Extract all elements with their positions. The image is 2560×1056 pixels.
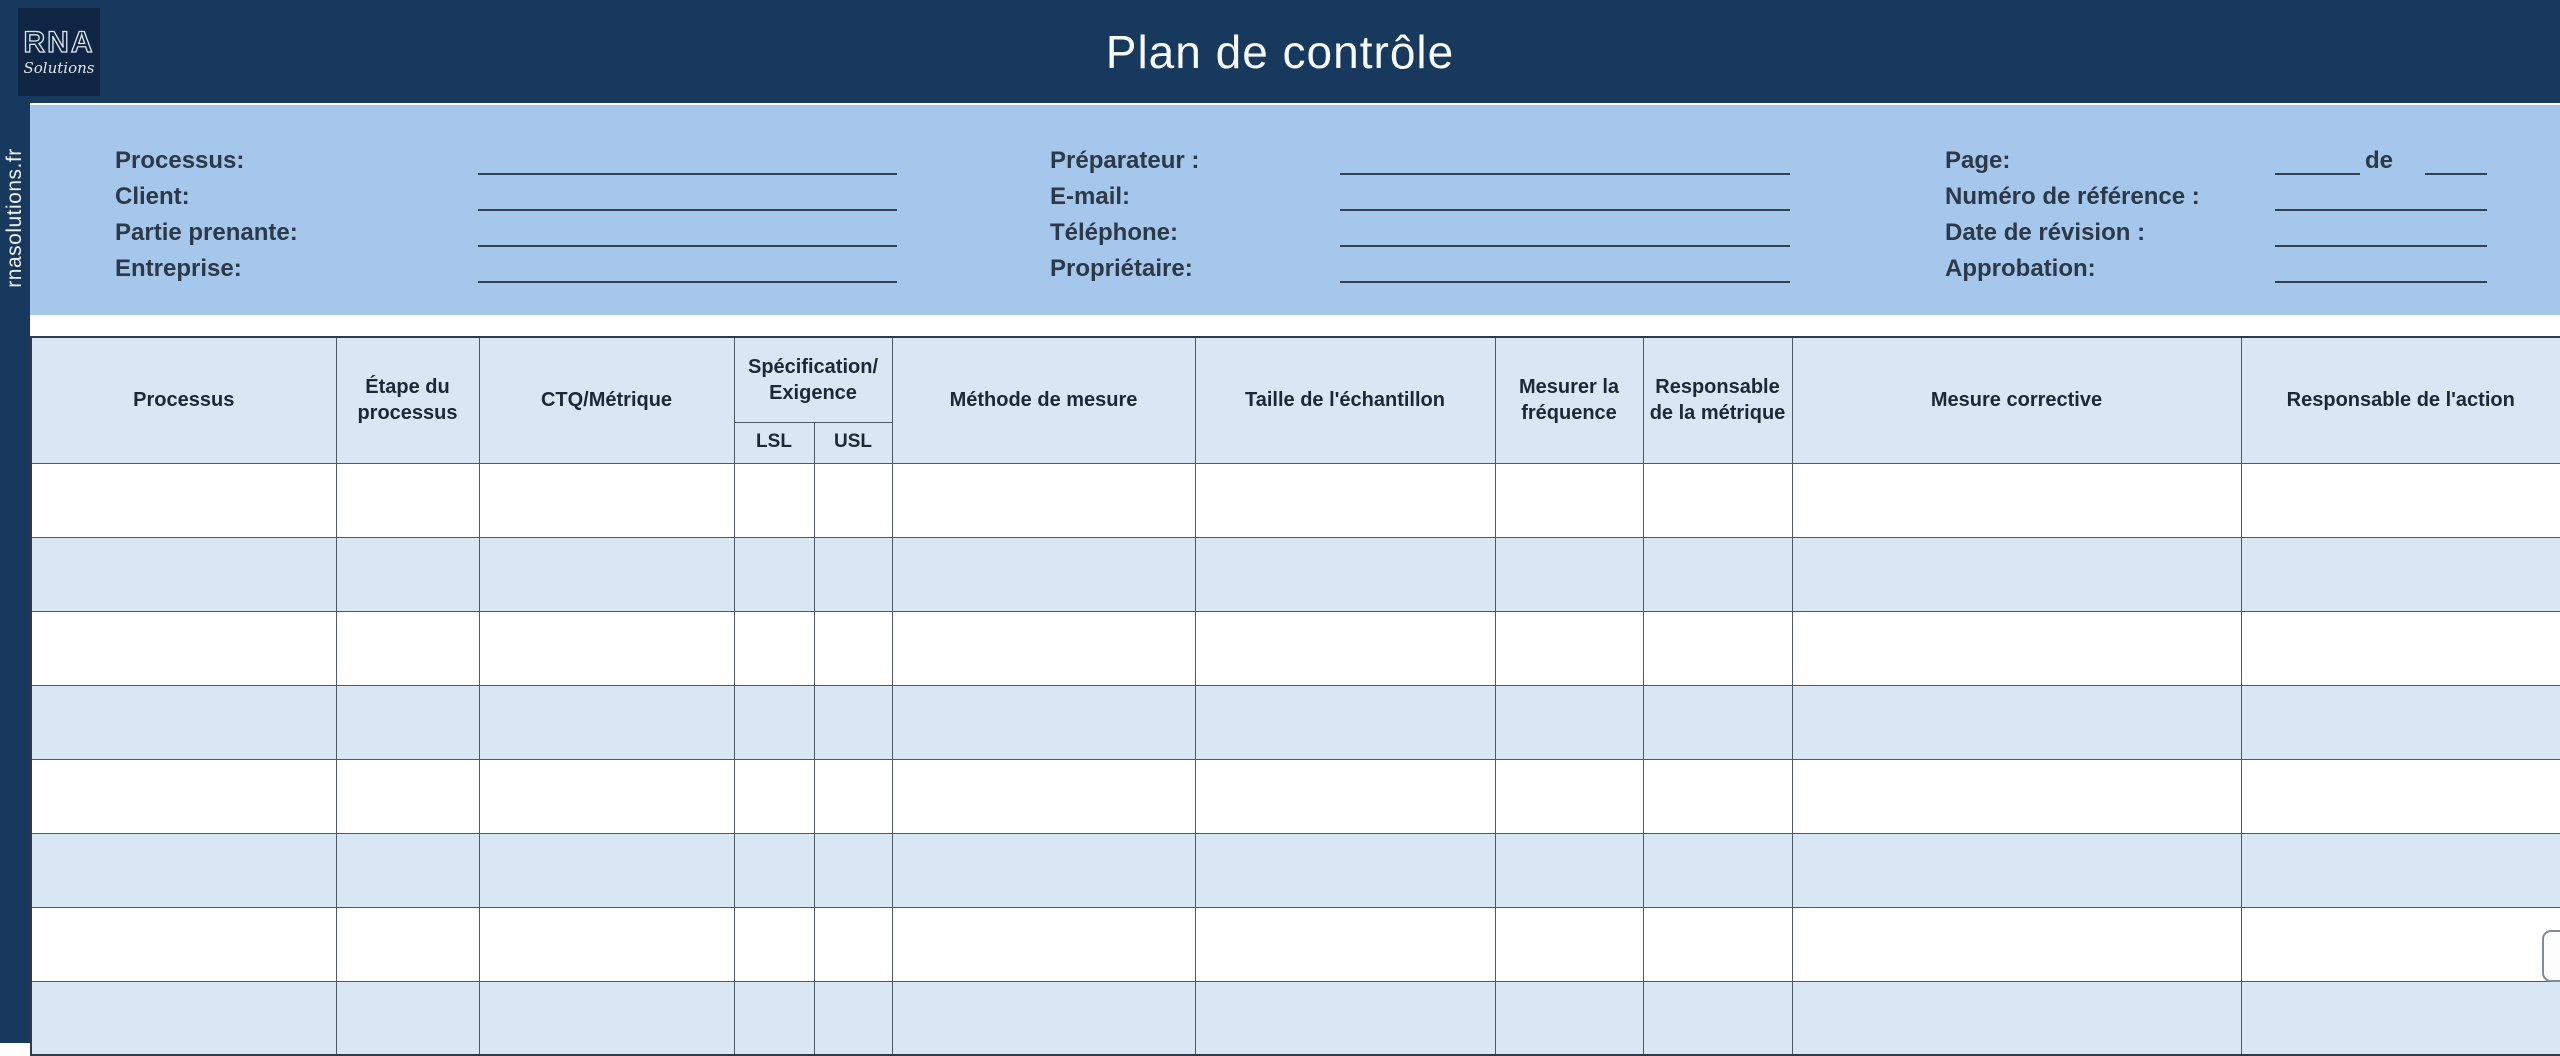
specification-line2: Exigence [769, 381, 857, 404]
table-cell[interactable] [1195, 611, 1495, 685]
form-row-processus [115, 143, 915, 179]
table-cell[interactable] [31, 463, 336, 537]
table-cell[interactable] [2241, 685, 2560, 759]
form-column-middle [1050, 143, 1810, 287]
table-cell[interactable] [1643, 685, 1792, 759]
table-cell[interactable] [892, 981, 1195, 1055]
date-revision-label: Date de révision : [1945, 219, 2146, 246]
partie-prenante-label: Partie prenante: [115, 219, 298, 246]
table-cell[interactable] [2241, 537, 2560, 611]
table-cell[interactable] [31, 833, 336, 907]
logo [18, 8, 100, 96]
table-cell[interactable] [892, 685, 1195, 759]
table-cell[interactable] [1495, 833, 1643, 907]
table-cell[interactable] [814, 537, 892, 611]
page-of-label: de [2365, 147, 2394, 174]
table-cell[interactable] [2241, 981, 2560, 1055]
table-cell[interactable] [479, 759, 734, 833]
table-cell[interactable] [1643, 907, 1792, 981]
table-cell[interactable] [1792, 759, 2241, 833]
table-cell[interactable] [1792, 463, 2241, 537]
table-cell[interactable] [1643, 611, 1792, 685]
table-cell[interactable] [31, 981, 336, 1055]
page-number-field-line[interactable] [2275, 173, 2360, 175]
table-cell[interactable] [31, 907, 336, 981]
table-cell[interactable] [1195, 759, 1495, 833]
table-cell[interactable] [31, 759, 336, 833]
table-row [31, 907, 2560, 981]
reference-label: Numéro de référence : [1945, 183, 2200, 210]
date-revision-field-line[interactable] [2275, 245, 2487, 247]
table-cell[interactable] [1495, 981, 1643, 1055]
table-row [31, 981, 2560, 1055]
column-header-responsable-action[interactable]: Responsable de l'action [2241, 337, 2560, 463]
form-row-telephone [1050, 215, 1810, 251]
table-cell[interactable] [734, 685, 814, 759]
table-cell[interactable] [814, 685, 892, 759]
table-cell[interactable] [814, 907, 892, 981]
table-cell[interactable] [1495, 463, 1643, 537]
table-cell[interactable] [479, 981, 734, 1055]
entreprise-label: Entreprise: [115, 255, 242, 282]
table-cell[interactable] [1495, 759, 1643, 833]
website-url-vertical: rnasolutions.fr [3, 148, 26, 288]
email-label: E-mail: [1050, 183, 1131, 210]
table-cell[interactable] [734, 833, 814, 907]
form-column-right [1945, 143, 2525, 287]
table-cell[interactable] [1495, 537, 1643, 611]
client-label: Client: [115, 183, 190, 210]
right-edge-handle[interactable] [2542, 930, 2560, 982]
table-cell[interactable] [734, 463, 814, 537]
table-cell[interactable] [814, 833, 892, 907]
table-cell[interactable] [734, 981, 814, 1055]
specification-line1: Spécification/ [747, 355, 879, 378]
column-header-ctq-metrique[interactable]: CTQ/Métrique [479, 337, 734, 463]
entreprise-field-line[interactable] [478, 281, 897, 283]
info-panel [30, 105, 2560, 315]
table-cell[interactable] [1495, 907, 1643, 981]
table-cell[interactable] [336, 537, 479, 611]
telephone-field-line[interactable] [1340, 245, 1790, 247]
table-cell[interactable] [734, 611, 814, 685]
table-cell[interactable] [2241, 833, 2560, 907]
table-cell[interactable] [2241, 907, 2560, 981]
table-cell[interactable] [1195, 685, 1495, 759]
table-cell[interactable] [892, 833, 1195, 907]
form-row-entreprise [115, 251, 915, 287]
table-cell[interactable] [892, 611, 1195, 685]
form-row-preparateur [1050, 143, 1810, 179]
table-cell[interactable] [479, 907, 734, 981]
preparateur-field-line[interactable] [1340, 173, 1790, 175]
table-cell[interactable] [734, 759, 814, 833]
table-cell[interactable] [1495, 611, 1643, 685]
table-cell[interactable] [479, 685, 734, 759]
table-cell[interactable] [479, 463, 734, 537]
column-header-specification-exigence[interactable] [734, 337, 892, 422]
processus-field-line[interactable] [478, 173, 897, 175]
table-cell[interactable] [1792, 907, 2241, 981]
client-field-line[interactable] [478, 209, 897, 211]
table-cell[interactable] [31, 537, 336, 611]
table-cell[interactable] [814, 981, 892, 1055]
table-cell[interactable] [336, 907, 479, 981]
table-cell[interactable] [1195, 907, 1495, 981]
table-cell[interactable] [892, 759, 1195, 833]
preparateur-label: Préparateur : [1050, 147, 1200, 174]
table-cell[interactable] [892, 537, 1195, 611]
table-cell[interactable] [734, 537, 814, 611]
column-header-etape-du-processus[interactable]: Étape du processus [336, 337, 479, 463]
column-header-lsl[interactable]: LSL [734, 422, 814, 463]
control-plan-table [30, 336, 2560, 1056]
table-cell[interactable] [336, 611, 479, 685]
table-cell[interactable] [1792, 685, 2241, 759]
proprietaire-field-line[interactable] [1340, 281, 1790, 283]
table-row [31, 463, 2560, 537]
table-cell[interactable] [336, 833, 479, 907]
page-label: Page: [1945, 147, 2011, 174]
partie-prenante-field-line[interactable] [478, 245, 897, 247]
table-cell[interactable] [31, 685, 336, 759]
form-row-approbation [1945, 251, 2525, 287]
column-header-usl[interactable]: USL [814, 422, 892, 463]
table-row [31, 537, 2560, 611]
column-header-responsable-metrique[interactable]: Responsable de la métrique [1643, 337, 1792, 463]
table-cell[interactable] [2241, 611, 2560, 685]
telephone-label: Téléphone: [1050, 219, 1179, 246]
table-cell[interactable] [892, 907, 1195, 981]
form-row-client [115, 179, 915, 215]
processus-label: Processus: [115, 147, 245, 174]
table-cell[interactable] [1792, 537, 2241, 611]
table-cell[interactable] [1643, 463, 1792, 537]
title-bar [0, 0, 2560, 103]
table-cell[interactable] [2241, 759, 2560, 833]
logo-text-rna: RNA [23, 26, 95, 59]
form-row-partie-prenante [115, 215, 915, 251]
column-header-methode-de-mesure[interactable]: Méthode de mesure [892, 337, 1195, 463]
column-header-taille-echantillon[interactable]: Taille de l'échantillon [1195, 337, 1495, 463]
table-cell[interactable] [814, 611, 892, 685]
table-cell[interactable] [1643, 759, 1792, 833]
table-cell[interactable] [2241, 463, 2560, 537]
table-cell[interactable] [814, 463, 892, 537]
column-header-processus[interactable]: Processus [31, 337, 336, 463]
form-row-email [1050, 179, 1810, 215]
proprietaire-label: Propriétaire: [1050, 255, 1193, 282]
form-column-left [115, 143, 915, 287]
table-cell[interactable] [1643, 833, 1792, 907]
form-row-date-revision [1945, 215, 2525, 251]
table-cell[interactable] [1195, 833, 1495, 907]
approbation-label: Approbation: [1945, 255, 2096, 282]
page-title: Plan de contrôle [1105, 25, 1455, 78]
table-row [31, 611, 2560, 685]
table-cell[interactable] [1643, 537, 1792, 611]
column-header-mesurer-frequence[interactable]: Mesurer la fréquence [1495, 337, 1643, 463]
table-row [31, 833, 2560, 907]
table-cell[interactable] [814, 759, 892, 833]
column-header-mesure-corrective[interactable]: Mesure corrective [1792, 337, 2241, 463]
table-cell[interactable] [1792, 833, 2241, 907]
form-row-reference [1945, 179, 2525, 215]
table-cell[interactable] [336, 981, 479, 1055]
table-cell[interactable] [1195, 981, 1495, 1055]
table-cell[interactable] [336, 685, 479, 759]
table-cell[interactable] [31, 611, 336, 685]
table-cell[interactable] [1792, 611, 2241, 685]
logo-text-solutions: Solutions [23, 59, 95, 77]
table-cell[interactable] [1643, 981, 1792, 1055]
table-cell[interactable] [479, 537, 734, 611]
table-row [31, 685, 2560, 759]
form-row-proprietaire [1050, 251, 1810, 287]
table-cell[interactable] [1195, 463, 1495, 537]
table-cell[interactable] [892, 463, 1195, 537]
table-cell[interactable] [734, 907, 814, 981]
table-body [31, 463, 2560, 1055]
table-cell[interactable] [479, 611, 734, 685]
table-cell[interactable] [1495, 685, 1643, 759]
table-cell[interactable] [479, 833, 734, 907]
reference-field-line[interactable] [2275, 209, 2487, 211]
form-row-page [1945, 143, 2525, 179]
page-total-field-line[interactable] [2425, 173, 2487, 175]
table-cell[interactable] [336, 463, 479, 537]
email-field-line[interactable] [1340, 209, 1790, 211]
approbation-field-line[interactable] [2275, 281, 2487, 283]
table-row [31, 759, 2560, 833]
table-cell[interactable] [1792, 981, 2241, 1055]
table-cell[interactable] [1195, 537, 1495, 611]
table-cell[interactable] [336, 759, 479, 833]
